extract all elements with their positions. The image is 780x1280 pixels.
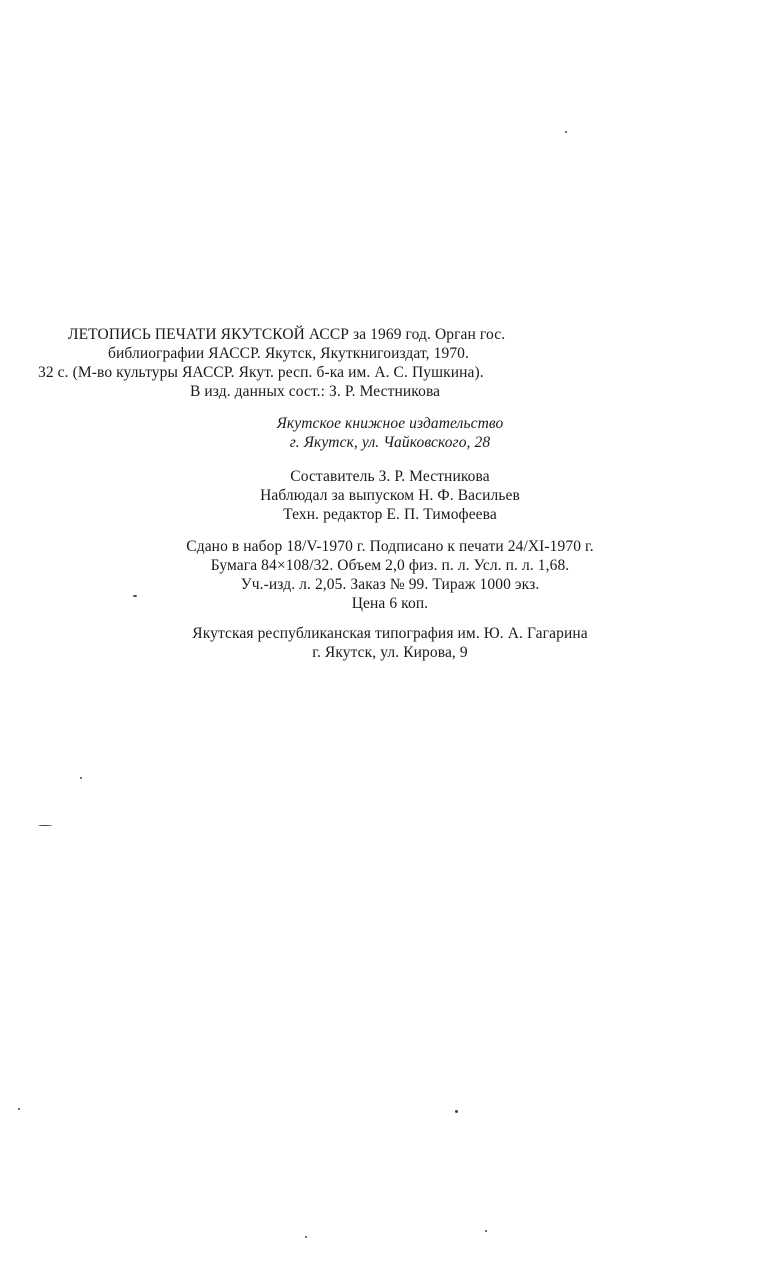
scan-speck — [305, 1236, 307, 1238]
bibliography-series-line: 32 с. (М-во культуры ЯАССР. Якут. респ. б-ка им. А. С. Пушкина). — [38, 364, 484, 381]
printer-address: г. Якутск, ул. Кирова, 9 — [312, 644, 468, 661]
bibliography-compiler-line: В изд. данных сост.: З. Р. Местникова — [190, 383, 441, 400]
paper-format: Бумага 84×108/32. Объем 2,0 физ. п. л. Усл. п. л. 1,68. — [210, 557, 570, 574]
compiler-credit: Составитель З. Р. Местникова — [290, 468, 490, 485]
price: Цена 6 коп. — [351, 595, 429, 612]
printing-details — [0, 537, 780, 613]
scan-speck — [455, 1110, 458, 1113]
printer-name: Якутская республиканская типография им. Ю. А. Гагарина — [192, 625, 588, 642]
bibliography-title-line: ЛЕТОПИСЬ ПЕЧАТИ ЯКУТСКОЙ АССР за 1969 год. Орган гос. — [68, 326, 506, 343]
order-and-run: Уч.-изд. л. 2,05. Заказ № 99. Тираж 1000 экз. — [240, 576, 540, 593]
scan-speck — [38, 825, 52, 826]
bibliographic-record — [0, 325, 780, 401]
scan-speck — [565, 131, 567, 133]
tech-editor-credit: Техн. редактор Е. П. Тимофеева — [283, 506, 497, 523]
publisher-block — [0, 414, 780, 452]
printing-dates: Сдано в набор 18/V-1970 г. Подписано к печати 24/XI-1970 г. — [186, 538, 594, 555]
scan-speck — [80, 777, 82, 779]
scan-speck — [485, 1230, 487, 1232]
printer-block — [0, 624, 780, 662]
scan-speck — [133, 595, 137, 597]
staff-block — [0, 467, 780, 524]
scan-speck — [18, 1108, 20, 1110]
publisher-name: Якутское книжное издательство — [276, 415, 504, 432]
bibliography-imprint-line: библиографии ЯАССР. Якутск, Якуткнигоиздат, 1970. — [108, 345, 469, 362]
publisher-address: г. Якутск, ул. Чайковского, 28 — [289, 434, 491, 451]
supervisor-credit: Наблюдал за выпуском Н. Ф. Васильев — [260, 487, 520, 504]
